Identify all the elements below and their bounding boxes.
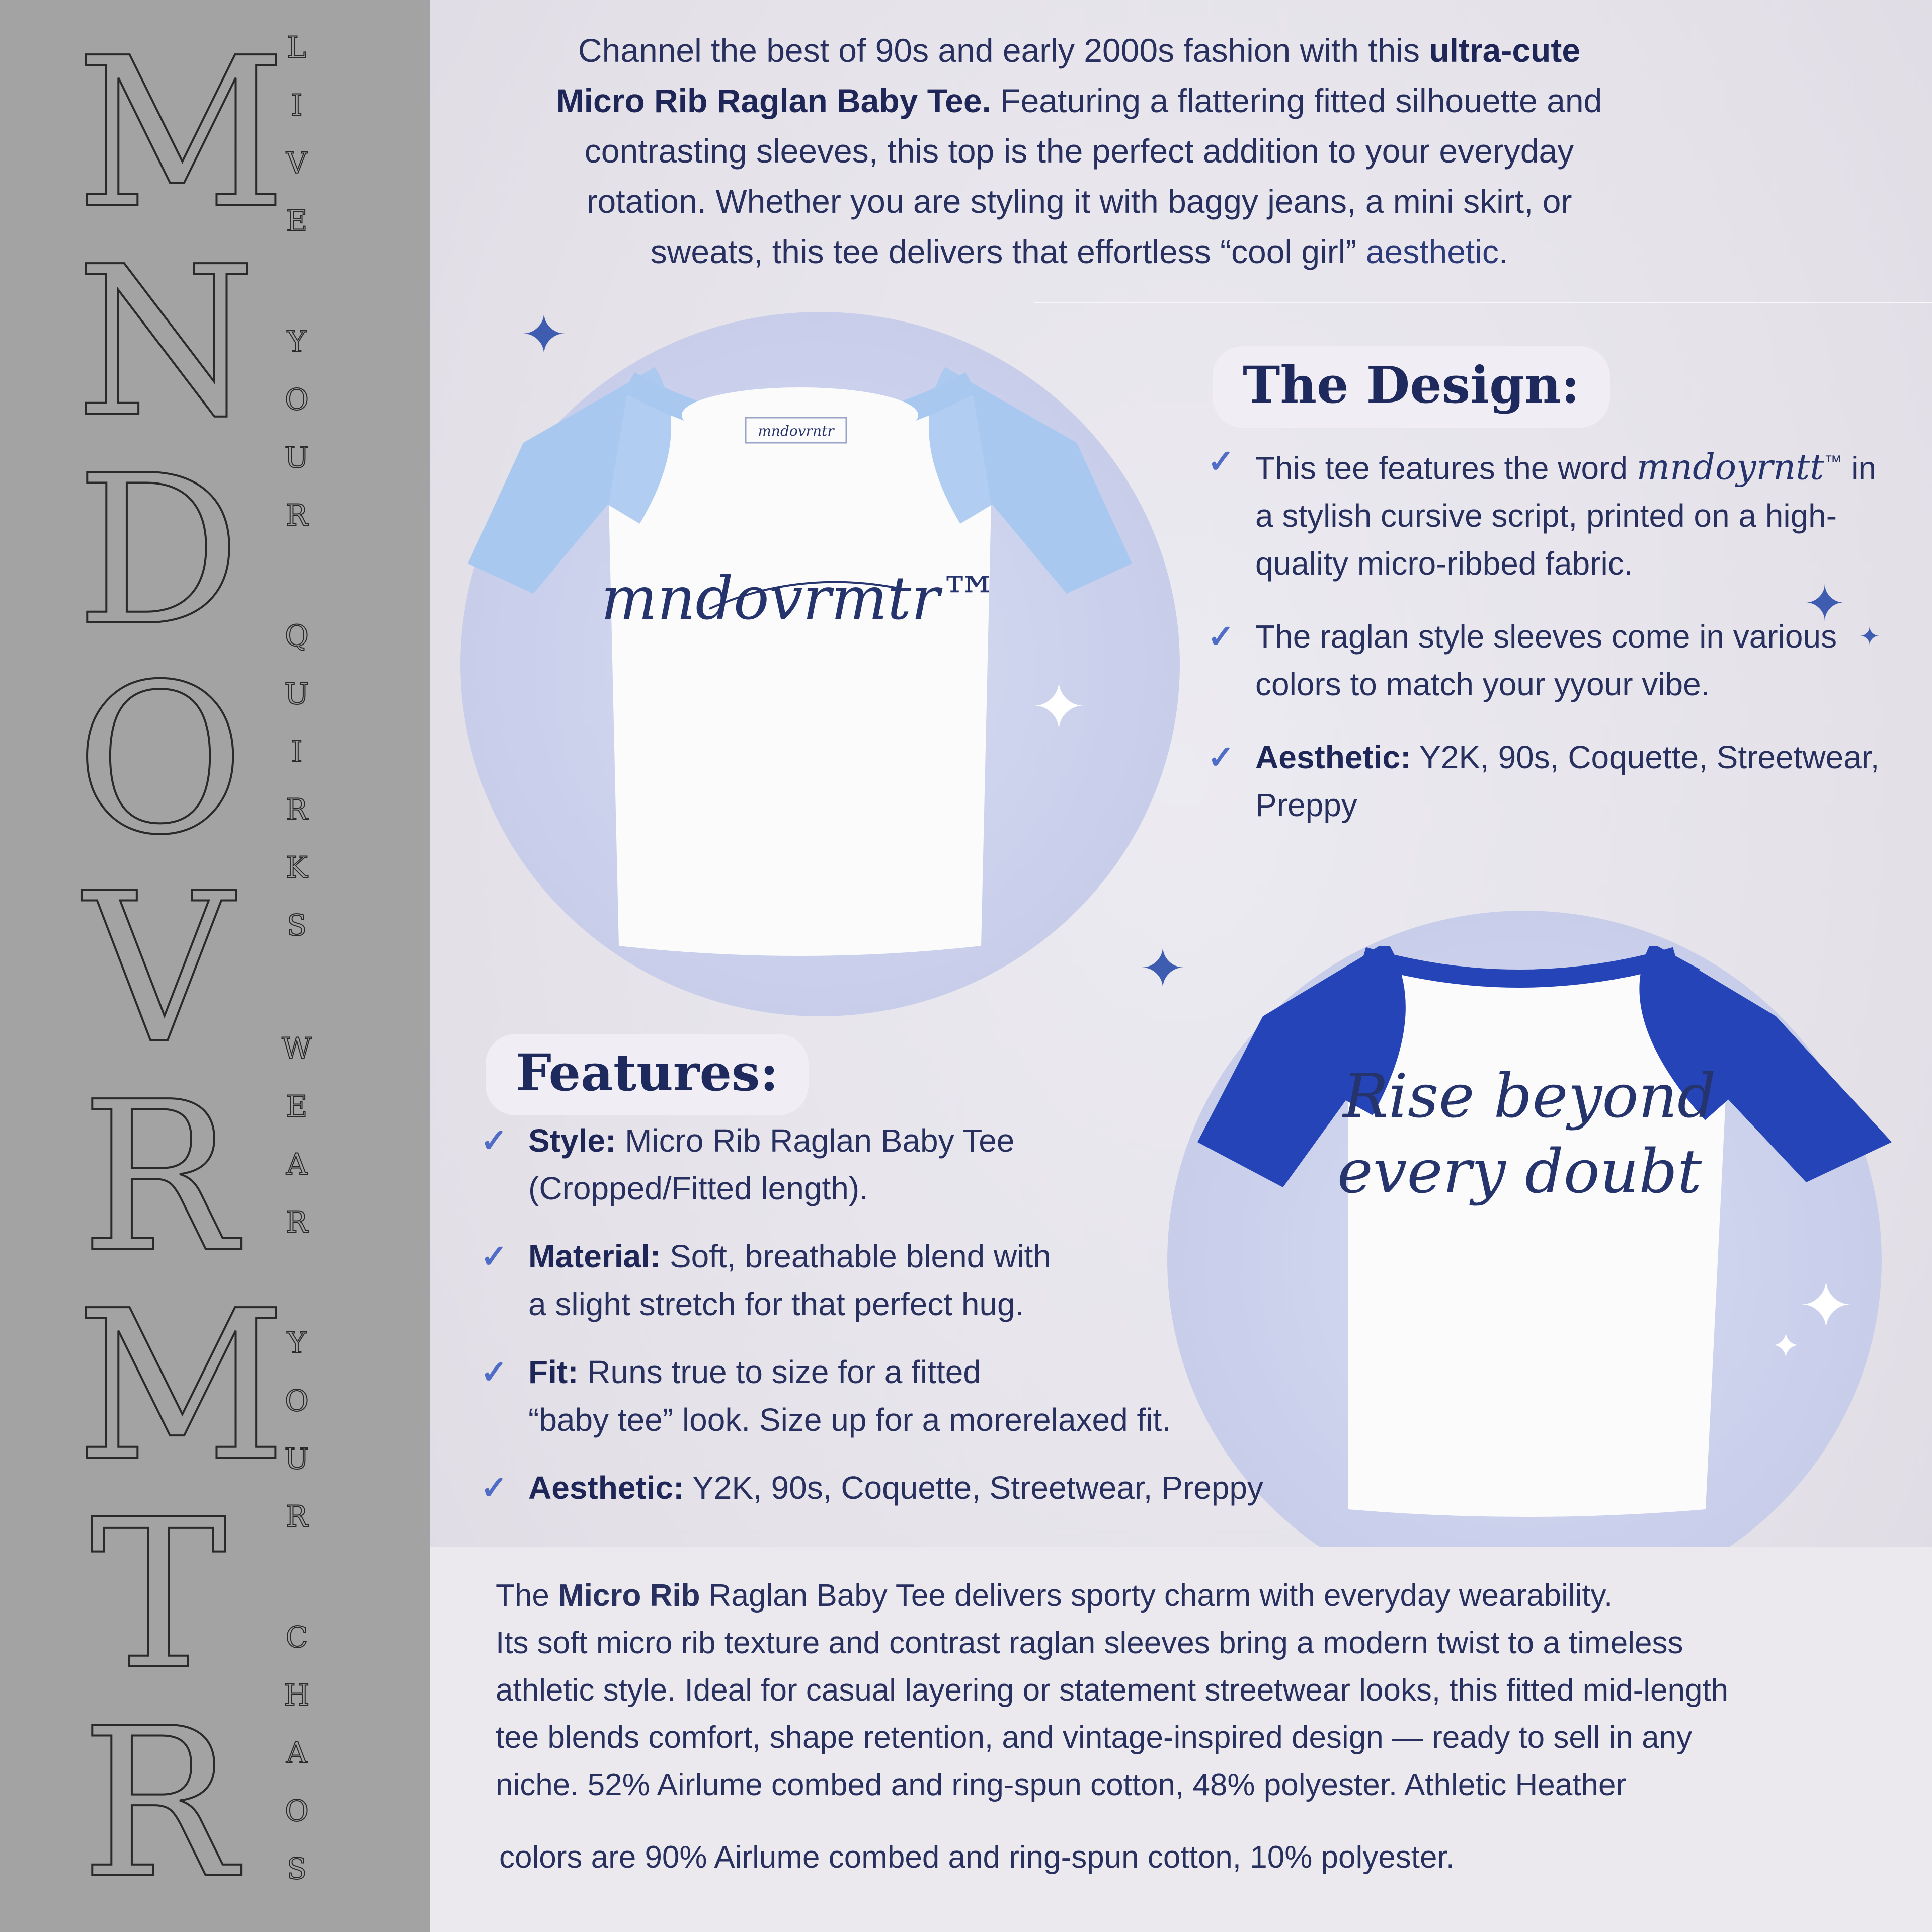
front-tee-image [448,352,1152,976]
tagline-letter: O [285,1794,309,1828]
tagline-letter: O [285,1384,309,1418]
tagline-letter: A [286,1736,307,1770]
tagline-letter: R [286,792,308,827]
brand-letter: D [75,431,242,671]
brand-letter: R [80,1683,236,1924]
intro-bold: ultra-cute [1429,32,1581,69]
intro-accent: aesthetic [1365,233,1499,270]
tagline-letter: U [284,440,309,474]
description-paragraph: colors are 90% Airlume combed and ring-spun cotton, 10% polyester. [499,1840,1455,1875]
neck-label-text: mndovrntr [758,423,834,439]
tagline-letter: R [286,498,308,532]
tagline-letter: O [285,382,309,417]
tagline-letter: A [286,1147,307,1181]
tagline-letter: V [286,146,307,180]
tagline-letter: S [287,1852,307,1886]
intro-text: Channel the best of 90s and early 2000s fashion with this [578,32,1429,69]
design-list [1208,438,1892,854]
brand-sidebar [0,0,430,1932]
back-tee-quote-line: Rise beyond [1343,1062,1716,1132]
brand-letter: R [80,1057,236,1298]
check-icon: ✓ [1208,443,1235,479]
intro-text: Featuring a flattering fitted silhouette and [991,82,1602,119]
tagline-letter: K [286,850,308,884]
feature-item: ✓ Style: Micro Rib Raglan Baby Tee (Cropped/Fitted length). [480,1117,1285,1213]
tagline-letter: U [284,1441,309,1476]
product-panel [430,0,1932,1932]
tagline-letter: Y [287,1326,307,1360]
feature-item: ✓ Aesthetic: Y2K, 90s, Coquette, Streetwear, Preppy [480,1464,1285,1512]
brand-letter: T [90,1475,227,1715]
description-paragraph: The Micro Rib Raglan Baby Tee delivers sporty charm with everyday wearability. Its soft micro rib texture and contrast raglan sleeves bring a modern twist to a timeless athletic style. Ideal for casual layering or statement streetwear looks, this fitted mid-length tee blends comfort, shape retention, and vintage-inspired design — ready to sell in any niche. 52% Airlume combed and ring-spun cotton, 48% polyester. Athletic Heather [496,1578,1729,1802]
design-item: ✓ Aesthetic: Y2K, 90s, Coquette, Streetwear, Preppy [1208,734,1892,829]
design-item: ✓ The raglan style sleeves come in various colors to match your yyour vibe. [1208,613,1892,708]
back-tee-image [1197,946,1902,1524]
tagline-letter: C [285,1620,308,1654]
check-icon: ✓ [480,1122,508,1159]
tagline-letter: R [286,1499,308,1534]
sparkle-icon: ✦ [1804,574,1846,633]
intro-text: sweats, this tee delivers that effortless “cool girl” [650,233,1366,270]
features-list [480,1117,1285,1532]
tagline-letter: Y [287,325,307,359]
check-icon: ✓ [480,1354,508,1390]
sparkle-icon: ✦ [1771,1325,1801,1366]
tagline-letter: S [287,908,307,942]
brand-letter: M [75,13,287,254]
tagline-letter: I [291,735,303,769]
check-icon: ✓ [1208,618,1235,655]
tagline-letter: U [284,677,309,711]
tagline-letter: H [284,1678,310,1712]
sparkle-icon: ✦ [1799,1267,1854,1344]
sparkle-icon: ✦ [1859,622,1880,651]
feature-item: ✓ Fit: Runs true to size for a fitted “baby tee” look. Size up for a morerelaxed fit. [480,1348,1285,1444]
sparkle-icon: ✦ [1140,936,1186,1001]
intro-bold: Micro Rib Raglan Baby Tee. [556,82,991,119]
divider [1034,302,1932,303]
feature-item: ✓ Material: Soft, breathable blend with a slight stretch for that perfect hug. [480,1233,1285,1328]
design-heading: The Design: [1213,346,1610,428]
tagline-letter: L [287,30,307,64]
tagline-letter: R [286,1205,308,1239]
tagline-letter: W [282,1031,312,1066]
description-block [430,1547,1932,1932]
brand-letter: O [75,639,245,880]
brand-letter: N [75,222,256,462]
brand-letter: V [84,848,233,1089]
script-wordmark: mndoyrntt [1636,446,1824,488]
tagline-letter: E [286,204,308,238]
intro-text: . [1498,233,1508,270]
sparkle-icon: ✦ [1031,669,1086,745]
intro-text: contrasting sleeves, this top is the perfect addition to your everyday [584,132,1574,170]
sparkle-icon: ✦ [521,302,568,367]
tagline-letter: I [291,88,303,122]
tagline-letter: E [286,1089,308,1123]
check-icon: ✓ [1208,739,1235,776]
check-icon: ✓ [480,1470,508,1506]
tagline-letter: Q [285,619,309,653]
front-tee-logo: mndovrmtr™ [601,564,999,633]
brand-letter: M [75,1266,287,1506]
check-icon: ✓ [480,1238,508,1274]
intro-paragraph [501,25,1658,277]
back-tee-quote-line: every doubt [1337,1137,1702,1207]
design-item: ✓ This tee features the word mndoyrntt™ in a stylish cursive script, printed on a high-quality micro-ribbed fabric. [1208,438,1892,588]
features-heading: Features: [486,1034,809,1115]
intro-text: rotation. Whether you are styling it with baggy jeans, a mini skirt, or [586,183,1572,220]
